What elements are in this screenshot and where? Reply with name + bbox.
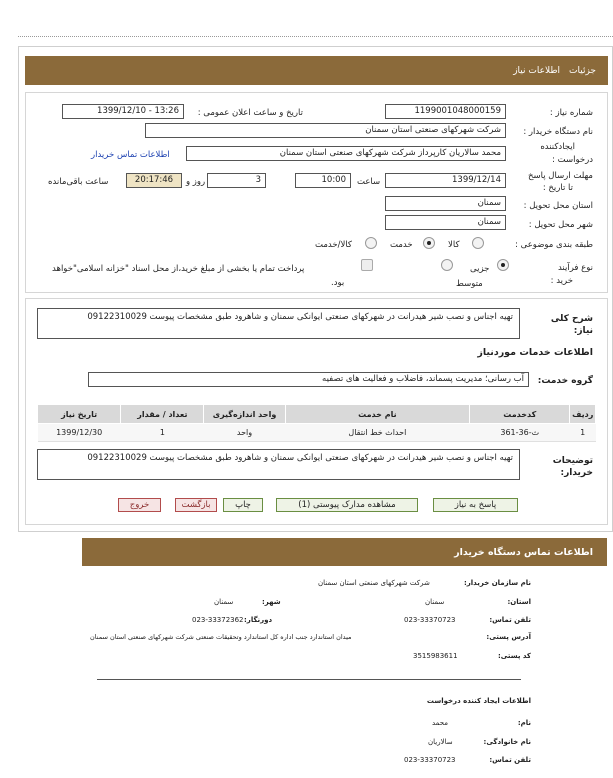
contact-buyer-name-label: نام سازمان خریدار: (463, 579, 531, 587)
days-label: روز و (186, 177, 206, 187)
creator-last-name-label: نام خانوادگی: (483, 738, 531, 746)
view-documents-button[interactable]: مشاهده مدارک پیوستی (1) (276, 498, 418, 512)
buyer-notes-text: تهیه اجناس و نصب شیر هیدرانت در شهرکهای صنعتی ایوانکی سمنان و شاهرود طبق مشخصات پیوست 09122310029 (37, 449, 520, 480)
treasury-payment-checkbox[interactable] (361, 259, 373, 271)
deadline-label-1: مهلت ارسال پاسخ (528, 171, 593, 181)
cell-row: 1 (570, 424, 596, 442)
contact-province: سمنان (425, 598, 445, 606)
announce-field: 1399/12/10 - 13:26 (62, 104, 184, 119)
deadline-time-field: 10:00 (295, 173, 351, 188)
col-quantity: تعداد / مقدار (121, 405, 204, 424)
contact-address-label: آدرس پستی: (486, 633, 531, 641)
payment-note-1: پرداخت تمام یا بخشی از مبلغ خرید،از محل اسناد "خزانه اسلامی"خواهد (52, 264, 305, 274)
creator-phone: 023-33370723 (404, 756, 456, 764)
top-divider (18, 36, 613, 37)
buyer-org-label: نام دستگاه خریدار : (523, 127, 593, 137)
contact-city: سمنان (214, 598, 234, 606)
contact-title: اطلاعات تماس دستگاه خریدار (454, 547, 593, 558)
service-group-field: آب رسانی؛ مدیریت پسماند، فاضلاب و فعالیت های تصفیه (88, 372, 529, 387)
table-row (38, 424, 596, 442)
creator-last-name: سالاریان (428, 738, 453, 746)
services-title: اطلاعات خدمات موردنیاز (477, 347, 593, 358)
requester-label-2: درخواست : (552, 155, 593, 165)
contact-fax-label: دورنگار: (244, 616, 273, 624)
days-field: 3 (207, 173, 266, 188)
need-number-label: شماره نیاز : (549, 108, 593, 118)
services-table-header (38, 405, 596, 424)
need-number-field: 1199001048000159 (385, 104, 506, 119)
buyer-org-field: شرکت شهرکهای صنعتی استان سمنان (145, 123, 506, 138)
deadline-label-2: تا تاریخ : (542, 183, 573, 193)
category-service-label: خدمت (390, 240, 413, 250)
buyer-notes-label-2: خریدار: (560, 468, 593, 478)
col-service-name: نام خدمت (285, 405, 470, 424)
process-partial-radio[interactable] (497, 259, 509, 271)
creator-first-name-label: نام: (517, 719, 531, 727)
category-service-radio[interactable] (423, 237, 435, 249)
city-label: شهر محل تحویل : (528, 220, 593, 230)
province-label: استان محل تحویل : (523, 201, 593, 211)
contact-buyer-name: شرکت شهرکهای صنعتی استان سمنان (318, 579, 430, 587)
contact-header (82, 538, 607, 566)
cell-service-name: احداث خط انتقال (285, 424, 470, 442)
time-label: ساعت (357, 177, 381, 187)
summary-label-2: نیاز: (573, 326, 593, 336)
buyer-contact-link[interactable]: اطلاعات تماس خریدار (91, 150, 170, 160)
back-button[interactable]: بازگشت (175, 498, 217, 512)
category-goods-service-label: کالا/خدمت (315, 240, 352, 250)
contact-divider (97, 679, 521, 680)
col-need-date: تاریخ نیاز (38, 405, 121, 424)
tab-need-info[interactable]: اطلاعات نیاز (513, 66, 560, 76)
process-label-2: خرید : (550, 276, 573, 286)
summary-label: شرح کلی (550, 314, 593, 324)
remaining-label: ساعت باقی‌مانده (48, 177, 109, 187)
col-unit: واحد اندازه‌گیری (204, 405, 285, 424)
province-field: سمنان (385, 196, 506, 211)
contact-postal: 3515983611 (413, 652, 458, 660)
category-goods-service-radio[interactable] (365, 237, 377, 249)
col-service-code: کدخدمت (470, 405, 570, 424)
requester-label-1: ایجادکننده (540, 142, 575, 152)
cell-service-code: ث-36-361 (470, 424, 570, 442)
cell-quantity: 1 (121, 424, 204, 442)
contact-phone-label: تلفن تماس: (489, 616, 531, 624)
creator-phone-label: تلفن تماس: (489, 756, 531, 764)
summary-text: تهیه اجناس و نصب شیر هیدرانت در شهرکهای صنعتی ایوانکی سمنان و شاهرود طبق مشخصات پیوست 09122310029 (37, 308, 520, 339)
process-partial-label: جزیی (470, 264, 490, 274)
contact-postal-label: کد پستی: (497, 652, 531, 660)
contact-address: میدان استاندارد جنب اداره کل استاندارد وتحقیقات صنعتی شرکت شهرکهای صنعتی استان سمنان (90, 633, 352, 641)
contact-city-label: شهر: (262, 598, 281, 606)
category-goods-label: کالا (448, 240, 460, 250)
services-table (37, 404, 596, 442)
category-label: طبقه بندی موضوعی : (515, 240, 593, 250)
cell-need-date: 1399/12/30 (38, 424, 121, 442)
category-goods-radio[interactable] (472, 237, 484, 249)
payment-note-2: بود. (331, 278, 345, 288)
city-field: سمنان (385, 215, 506, 230)
contact-fax: 023-33372362 (192, 616, 244, 624)
creator-title: اطلاعات ایجاد کننده درخواست (426, 697, 531, 705)
print-button[interactable]: چاپ (223, 498, 263, 512)
cell-unit: واحد (204, 424, 285, 442)
exit-button[interactable]: خروج (118, 498, 161, 512)
requester-field: محمد سالاریان کارپرداز شرکت شهرکهای صنعتی استان سمنان (186, 146, 506, 161)
process-medium-radio[interactable] (441, 259, 453, 271)
remaining-time-field: 20:17:46 (126, 173, 182, 188)
process-medium-label: متوسط (456, 279, 483, 289)
deadline-date-field: 1399/12/14 (385, 173, 506, 188)
creator-first-name: محمد (432, 719, 448, 727)
buyer-notes-label-1: توضیحات (552, 456, 593, 466)
page-header (25, 56, 608, 85)
tab-details[interactable]: جزئیات (569, 66, 596, 76)
contact-phone: 023-33370723 (404, 616, 456, 624)
respond-button[interactable]: پاسخ به نیاز (433, 498, 518, 512)
service-group-label: گروه خدمت: (537, 376, 593, 386)
announce-label: تاریخ و ساعت اعلان عمومی : (197, 108, 303, 118)
col-row: ردیف (570, 405, 596, 424)
contact-province-label: استان: (507, 598, 531, 606)
process-label-1: نوع فرآیند (557, 263, 593, 273)
